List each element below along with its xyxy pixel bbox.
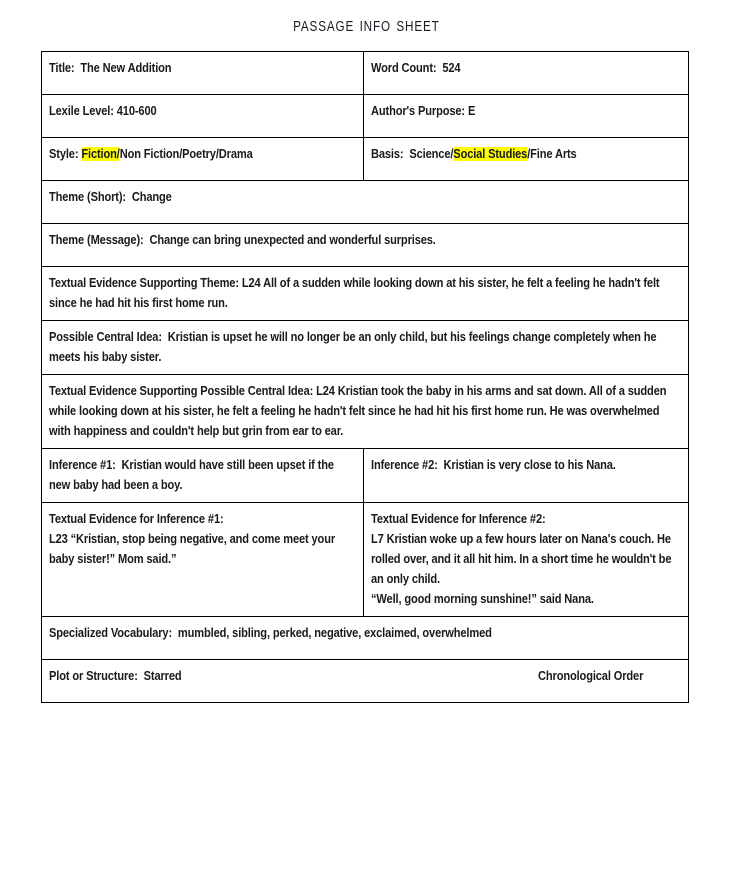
cell-central-idea — [42, 321, 689, 375]
theme-short-value: Change — [131, 190, 172, 204]
lexile-line — [49, 101, 356, 121]
table-row-title-wordcount — [42, 52, 689, 95]
cell-word-count — [364, 52, 689, 95]
lexile-value: 410-600 — [116, 104, 157, 118]
evidence-central-idea-line — [49, 381, 681, 441]
evidence-theme-value: L24 All of a sudden while looking down at his sister, he felt a feeling he hadn't felt since he had hit his first home run. — [49, 276, 660, 310]
authors-purpose-label: Author's Purpose: — [371, 104, 465, 118]
evidence-theme-line — [49, 273, 681, 313]
basis-rest: /Fine Arts — [527, 147, 577, 161]
page-title: passage info sheet — [293, 13, 440, 36]
vocabulary-line — [49, 623, 681, 643]
style-highlight: Fiction/ — [81, 147, 120, 161]
evidence-inference-2-line-2: “Well, good morning sunshine!” said Nana. — [371, 592, 594, 606]
table-row-evidence-central-idea — [42, 375, 689, 449]
cell-basis — [364, 138, 689, 181]
vocabulary-label: Specialized Vocabulary: — [49, 626, 173, 640]
evidence-inference-1-label: Textual Evidence for Inference #1: — [49, 512, 224, 526]
passage-info-table — [41, 51, 689, 703]
theme-message-line — [49, 230, 681, 250]
central-idea-line — [49, 327, 681, 367]
plot-label: Plot or Structure: — [49, 669, 138, 683]
cell-evidence-central-idea — [42, 375, 689, 449]
inference-1-value: Kristian would have still been upset if the new baby had been a boy. — [49, 458, 334, 492]
evidence-inference-2-label: Textual Evidence for Inference #2: — [371, 512, 546, 526]
style-label: Style: — [49, 147, 79, 161]
vocabulary-value: mumbled, sibling, perked, negative, exclaimed, overwhelmed — [177, 626, 492, 640]
theme-short-label: Theme (Short): — [49, 190, 126, 204]
lexile-label: Lexile Level: — [49, 104, 114, 118]
basis-line — [371, 144, 681, 164]
table-row-plot — [42, 660, 689, 703]
inference-2-value: Kristian is very close to his Nana. — [443, 458, 616, 472]
word-count-value: 524 — [442, 61, 461, 75]
inference-2-label: Inference #2: — [371, 458, 438, 472]
cell-plot — [42, 660, 689, 703]
style-line — [49, 144, 356, 164]
theme-message-value: Change can bring unexpected and wonderful surprises. — [149, 233, 436, 247]
basis-before: Science/ — [409, 147, 454, 161]
cell-title — [42, 52, 364, 95]
table-row-evidence-theme — [42, 267, 689, 321]
inference-2-line — [371, 455, 681, 475]
table-row-theme-short — [42, 181, 689, 224]
inference-1-label: Inference #1: — [49, 458, 116, 472]
cell-inference-1 — [42, 449, 364, 503]
table-row-lexile-purpose — [42, 95, 689, 138]
evidence-inference-2-line-1: L7 Kristian woke up a few hours later on Nana's couch. He rolled over, and it all hit him. In a short time he wouldn't be an only child. — [371, 532, 672, 586]
cell-authors-purpose — [364, 95, 689, 138]
word-count-label: Word Count: — [371, 61, 437, 75]
plot-structure-order — [538, 666, 658, 686]
style-rest: Non Fiction/Poetry/Drama — [119, 147, 253, 161]
inference-1-line — [49, 455, 356, 495]
evidence-inference-1-line-1: L23 “Kristian, stop being negative, and come meet your baby sister!” Mom said.” — [49, 532, 336, 566]
theme-message-label: Theme (Message): — [49, 233, 144, 247]
cell-evidence-theme — [42, 267, 689, 321]
table-row-style-basis — [42, 138, 689, 181]
evidence-theme-label: Textual Evidence Supporting Theme: — [49, 276, 239, 290]
table-row-vocabulary — [42, 617, 689, 660]
title-value: The New Addition — [80, 61, 172, 75]
table-row-inferences — [42, 449, 689, 503]
cell-vocabulary — [42, 617, 689, 660]
central-idea-value: Kristian is upset he will no longer be an only child, but his feelings change completely when he meets his baby sister. — [49, 330, 657, 364]
plot-value: Starred — [143, 669, 182, 683]
title-line — [49, 58, 356, 78]
plot-order-text: Chronological Order — [538, 669, 644, 683]
cell-style — [42, 138, 364, 181]
word-count-line — [371, 58, 681, 78]
authors-purpose-line — [371, 101, 681, 121]
basis-highlight: Social Studies — [453, 147, 528, 161]
title-label: Title: — [49, 61, 75, 75]
cell-evidence-inference-1 — [42, 503, 364, 617]
theme-short-line — [49, 187, 681, 207]
table-row-central-idea — [42, 321, 689, 375]
cell-theme-short — [42, 181, 689, 224]
cell-inference-2 — [364, 449, 689, 503]
table-row-theme-message — [42, 224, 689, 267]
table-row-evidence-inferences — [42, 503, 689, 617]
basis-label: Basis: — [371, 147, 404, 161]
central-idea-label: Possible Central Idea: — [49, 330, 162, 344]
cell-lexile — [42, 95, 364, 138]
evidence-central-idea-value: L24 Kristian took the baby in his arms and sat down. All of a sudden while looking down at his sister, he felt a feeling he hadn't felt since he had hit his first home run. He was overwhelmed with happiness and couldn't help but grin from ear to ear. — [49, 384, 667, 438]
cell-theme-message — [42, 224, 689, 267]
evidence-central-idea-label: Textual Evidence Supporting Possible Central Idea: — [49, 384, 314, 398]
cell-evidence-inference-2 — [364, 503, 689, 617]
authors-purpose-value: E — [467, 104, 476, 118]
